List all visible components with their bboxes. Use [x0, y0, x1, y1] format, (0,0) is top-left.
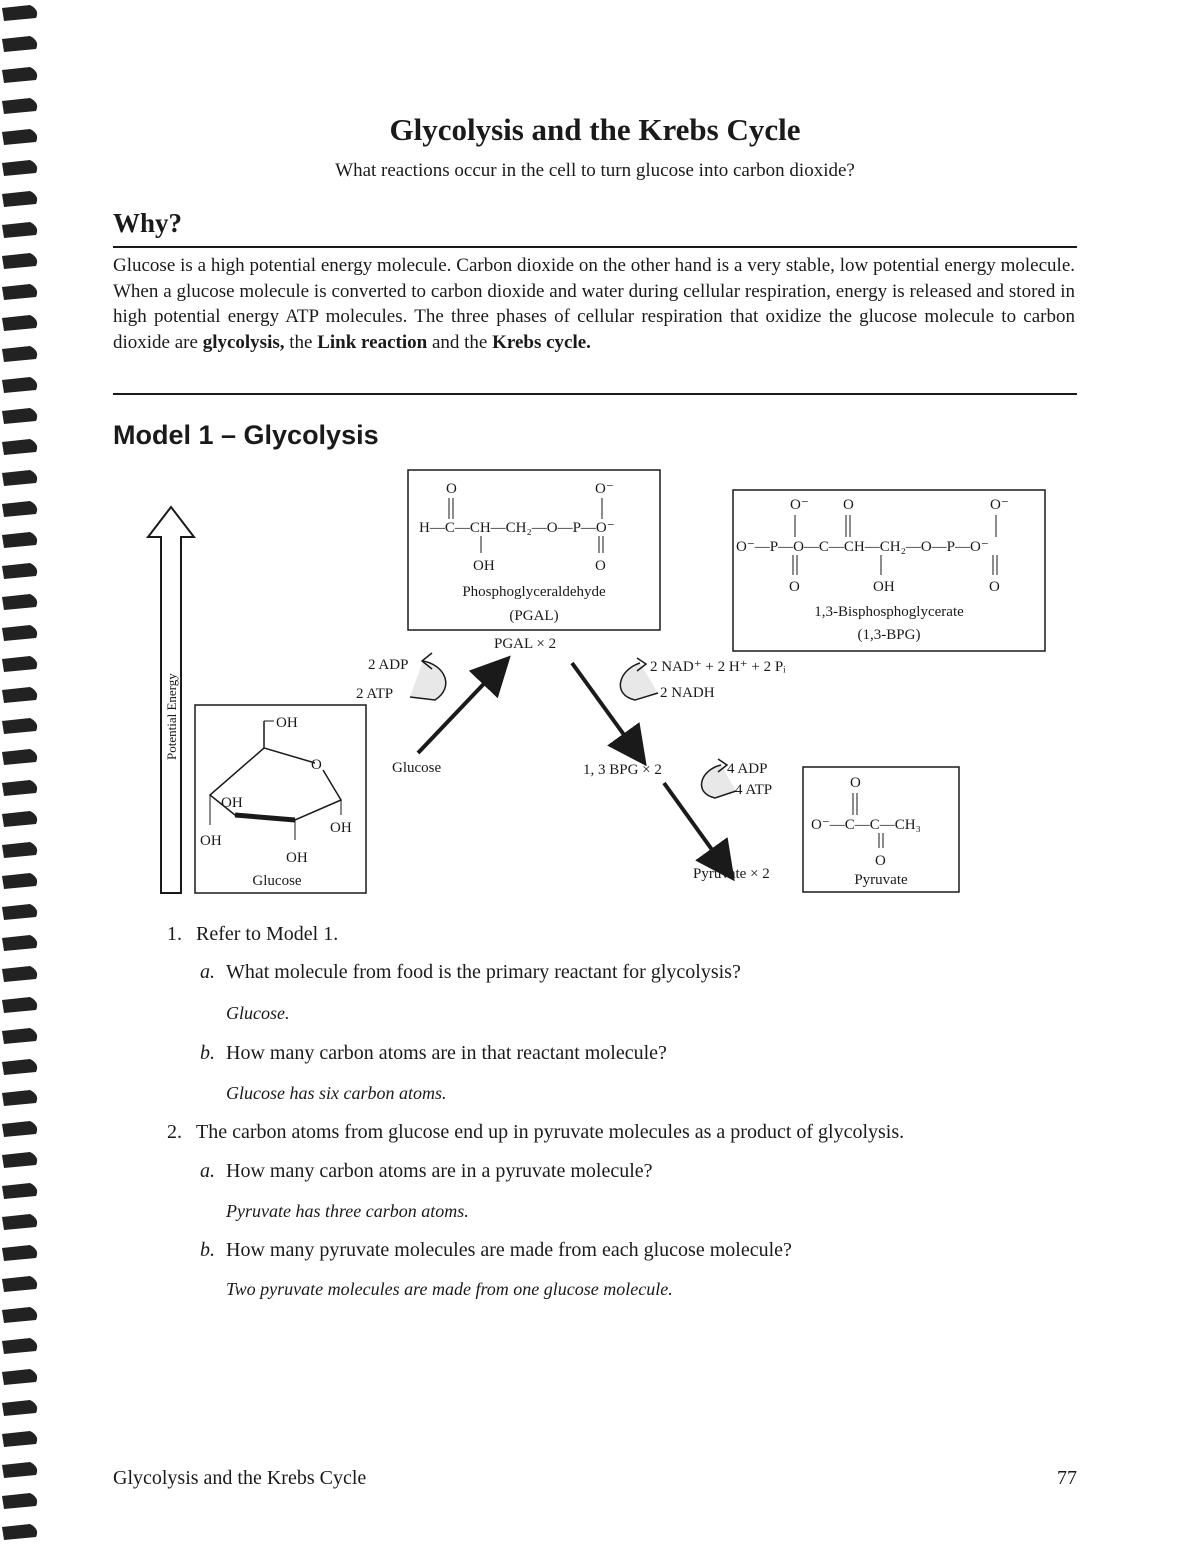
svg-text:O⁻—C—C—CH₃: O⁻—C—C—CH₃ [811, 817, 921, 833]
spiral-coil [2, 1524, 37, 1540]
bpg-x2-label: 1, 3 BPG × 2 [583, 762, 662, 778]
adp-4-label: 4 ADP [727, 761, 768, 777]
spiral-coil [2, 36, 37, 52]
why-bold-link: Link reaction [317, 331, 428, 353]
svg-text:OH: OH [276, 715, 298, 731]
spiral-coil [2, 687, 37, 703]
svg-text:O⁻—P—O—C—CH—CH₂—O—P—O⁻: O⁻—P—O—C—CH—CH₂—O—P—O⁻ [736, 539, 989, 555]
svg-text:OH: OH [873, 579, 895, 595]
question-2b-text: How many pyruvate molecules are made from each glucose molecule? [226, 1239, 792, 1261]
spiral-coil [2, 532, 37, 548]
pgal-x2-label: PGAL × 2 [494, 636, 557, 652]
spiral-coil [2, 656, 37, 672]
spiral-coil [2, 1028, 37, 1044]
svg-text:O: O [875, 853, 886, 869]
answer-1a: Glucose. [226, 1003, 290, 1023]
question-2a-letter: a. [200, 1160, 215, 1182]
atp-2-label: 2 ATP [356, 686, 394, 702]
spiral-coil [2, 1400, 37, 1416]
adp-atp-curved-arrow [410, 653, 446, 700]
spiral-coil [2, 408, 37, 424]
spiral-coil [2, 439, 37, 455]
why-text-3: and the [427, 331, 493, 353]
spiral-binding [0, 0, 50, 1553]
pyruvate-name: Pyruvate [854, 872, 908, 888]
spiral-coil [2, 1214, 37, 1230]
spiral-coil [2, 67, 37, 83]
spiral-coil [2, 935, 37, 951]
svg-text:O: O [843, 497, 854, 513]
glycolysis-diagram [140, 465, 1060, 905]
pgal-name: Phosphoglyceraldehyde [462, 584, 606, 600]
svg-text:O: O [989, 579, 1000, 595]
spiral-coil [2, 718, 37, 734]
svg-text:O: O [595, 558, 606, 574]
spiral-coil [2, 1369, 37, 1385]
why-bold-krebs: Krebs cycle. [492, 331, 591, 353]
svg-text:O⁻: O⁻ [990, 497, 1009, 513]
bpg-structure [736, 497, 1009, 595]
spiral-coil [2, 253, 37, 269]
nad-label: 2 NAD⁺ + 2 H⁺ + 2 Pᵢ [650, 659, 786, 675]
answer-2b: Two pyruvate molecules are made from one glucose molecule. [226, 1279, 673, 1299]
spiral-coil [2, 222, 37, 238]
spiral-coil [2, 904, 37, 920]
svg-text:OH: OH [200, 833, 222, 849]
svg-text:O: O [789, 579, 800, 595]
page-number: 77 [1057, 1467, 1077, 1489]
answer-1b: Glucose has six carbon atoms. [226, 1083, 447, 1103]
svg-text:O⁻: O⁻ [790, 497, 809, 513]
question-1b-text: How many carbon atoms are in that reactant molecule? [226, 1042, 667, 1064]
why-text-2: the [284, 331, 318, 353]
spiral-coil [2, 284, 37, 300]
spiral-coil [2, 966, 37, 982]
page-title: Glycolysis and the Krebs Cycle [389, 112, 801, 147]
model-title: Model 1 – Glycolysis [113, 420, 379, 450]
svg-text:OH: OH [473, 558, 495, 574]
svg-text:OH: OH [330, 820, 352, 836]
pgal-abbr: (PGAL) [509, 608, 559, 624]
svg-text:H—C—CH—CH₂—O—P—O⁻: H—C—CH—CH₂—O—P—O⁻ [419, 520, 615, 536]
spiral-coil [2, 1493, 37, 1509]
pyruvate-x2-label: Pyruvate × 2 [693, 866, 770, 882]
spiral-coil [2, 1307, 37, 1323]
nadh-label: 2 NADH [660, 685, 715, 701]
spiral-coil [2, 1338, 37, 1354]
svg-text:O: O [850, 775, 861, 791]
spiral-coil [2, 1059, 37, 1075]
spiral-coil [2, 501, 37, 517]
question-1b-letter: b. [200, 1042, 215, 1064]
spiral-coil [2, 5, 37, 21]
axis-label: Potential Energy [164, 673, 179, 760]
glucose-name: Glucose [252, 873, 302, 889]
why-text-1: Glucose is a high potential energy molecule. Carbon dioxide on the other hand is a very stable, low potential energy molecule. When a glucose molecule is converted to carbon dioxide and water during cellular respiration, energy is released and stored in high potential energy ATP molecules. The three phases of cellular respiration that oxidize the glucose molecule to carbon dioxide are [113, 255, 1075, 353]
why-bold-glycolysis: glycolysis, [202, 331, 285, 353]
spiral-coil [2, 346, 37, 362]
glucose-label: Glucose [392, 760, 442, 776]
svg-text:OH: OH [221, 795, 243, 811]
spiral-coil [2, 315, 37, 331]
question-1-text: Refer to Model 1. [196, 923, 339, 945]
svg-text:OH: OH [286, 850, 308, 866]
spiral-coil [2, 873, 37, 889]
atp-4-label: 4 ATP [735, 782, 773, 798]
svg-text:O: O [311, 757, 322, 773]
spiral-coil [2, 842, 37, 858]
spiral-coil [2, 470, 37, 486]
question-2b-letter: b. [200, 1239, 215, 1261]
divider [113, 246, 1077, 248]
spiral-coil [2, 1462, 37, 1478]
divider [113, 393, 1077, 395]
why-heading: Why? [113, 208, 183, 238]
spiral-coil [2, 594, 37, 610]
why-paragraph [113, 253, 1075, 355]
question-1a-letter: a. [200, 961, 215, 983]
question-1a-text: What molecule from food is the primary reactant for glycolysis? [226, 961, 741, 983]
glucose-ring [200, 715, 352, 866]
spiral-coil [2, 1121, 37, 1137]
answer-2a: Pyruvate has three carbon atoms. [226, 1201, 469, 1221]
adp-2-label: 2 ADP [368, 657, 409, 673]
spiral-coil [2, 811, 37, 827]
page-subtitle: What reactions occur in the cell to turn glucose into carbon dioxide? [335, 160, 855, 181]
question-2-number: 2. [167, 1121, 182, 1143]
spiral-coil [2, 780, 37, 796]
question-2a-text: How many carbon atoms are in a pyruvate molecule? [226, 1160, 653, 1182]
spiral-coil [2, 1245, 37, 1261]
spiral-coil [2, 997, 37, 1013]
question-1-number: 1. [167, 923, 182, 945]
pgal-structure [419, 481, 615, 574]
footer-title: Glycolysis and the Krebs Cycle [113, 1467, 367, 1489]
spiral-coil [2, 377, 37, 393]
spiral-coil [2, 1431, 37, 1447]
spiral-coil [2, 1090, 37, 1106]
pyruvate-structure [811, 775, 921, 869]
bpg-name: 1,3-Bisphosphoglycerate [814, 604, 964, 620]
bpg-abbr: (1,3-BPG) [857, 627, 921, 643]
spiral-coil [2, 625, 37, 641]
spiral-coil [2, 191, 37, 207]
svg-text:O⁻: O⁻ [595, 481, 614, 497]
spiral-coil [2, 563, 37, 579]
spiral-coil [2, 1276, 37, 1292]
spiral-coil [2, 749, 37, 765]
spiral-coil [2, 1183, 37, 1199]
svg-text:O: O [446, 481, 457, 497]
spiral-coil [2, 1152, 37, 1168]
question-2-text: The carbon atoms from glucose end up in pyruvate molecules as a product of glycolysis. [196, 1121, 905, 1143]
